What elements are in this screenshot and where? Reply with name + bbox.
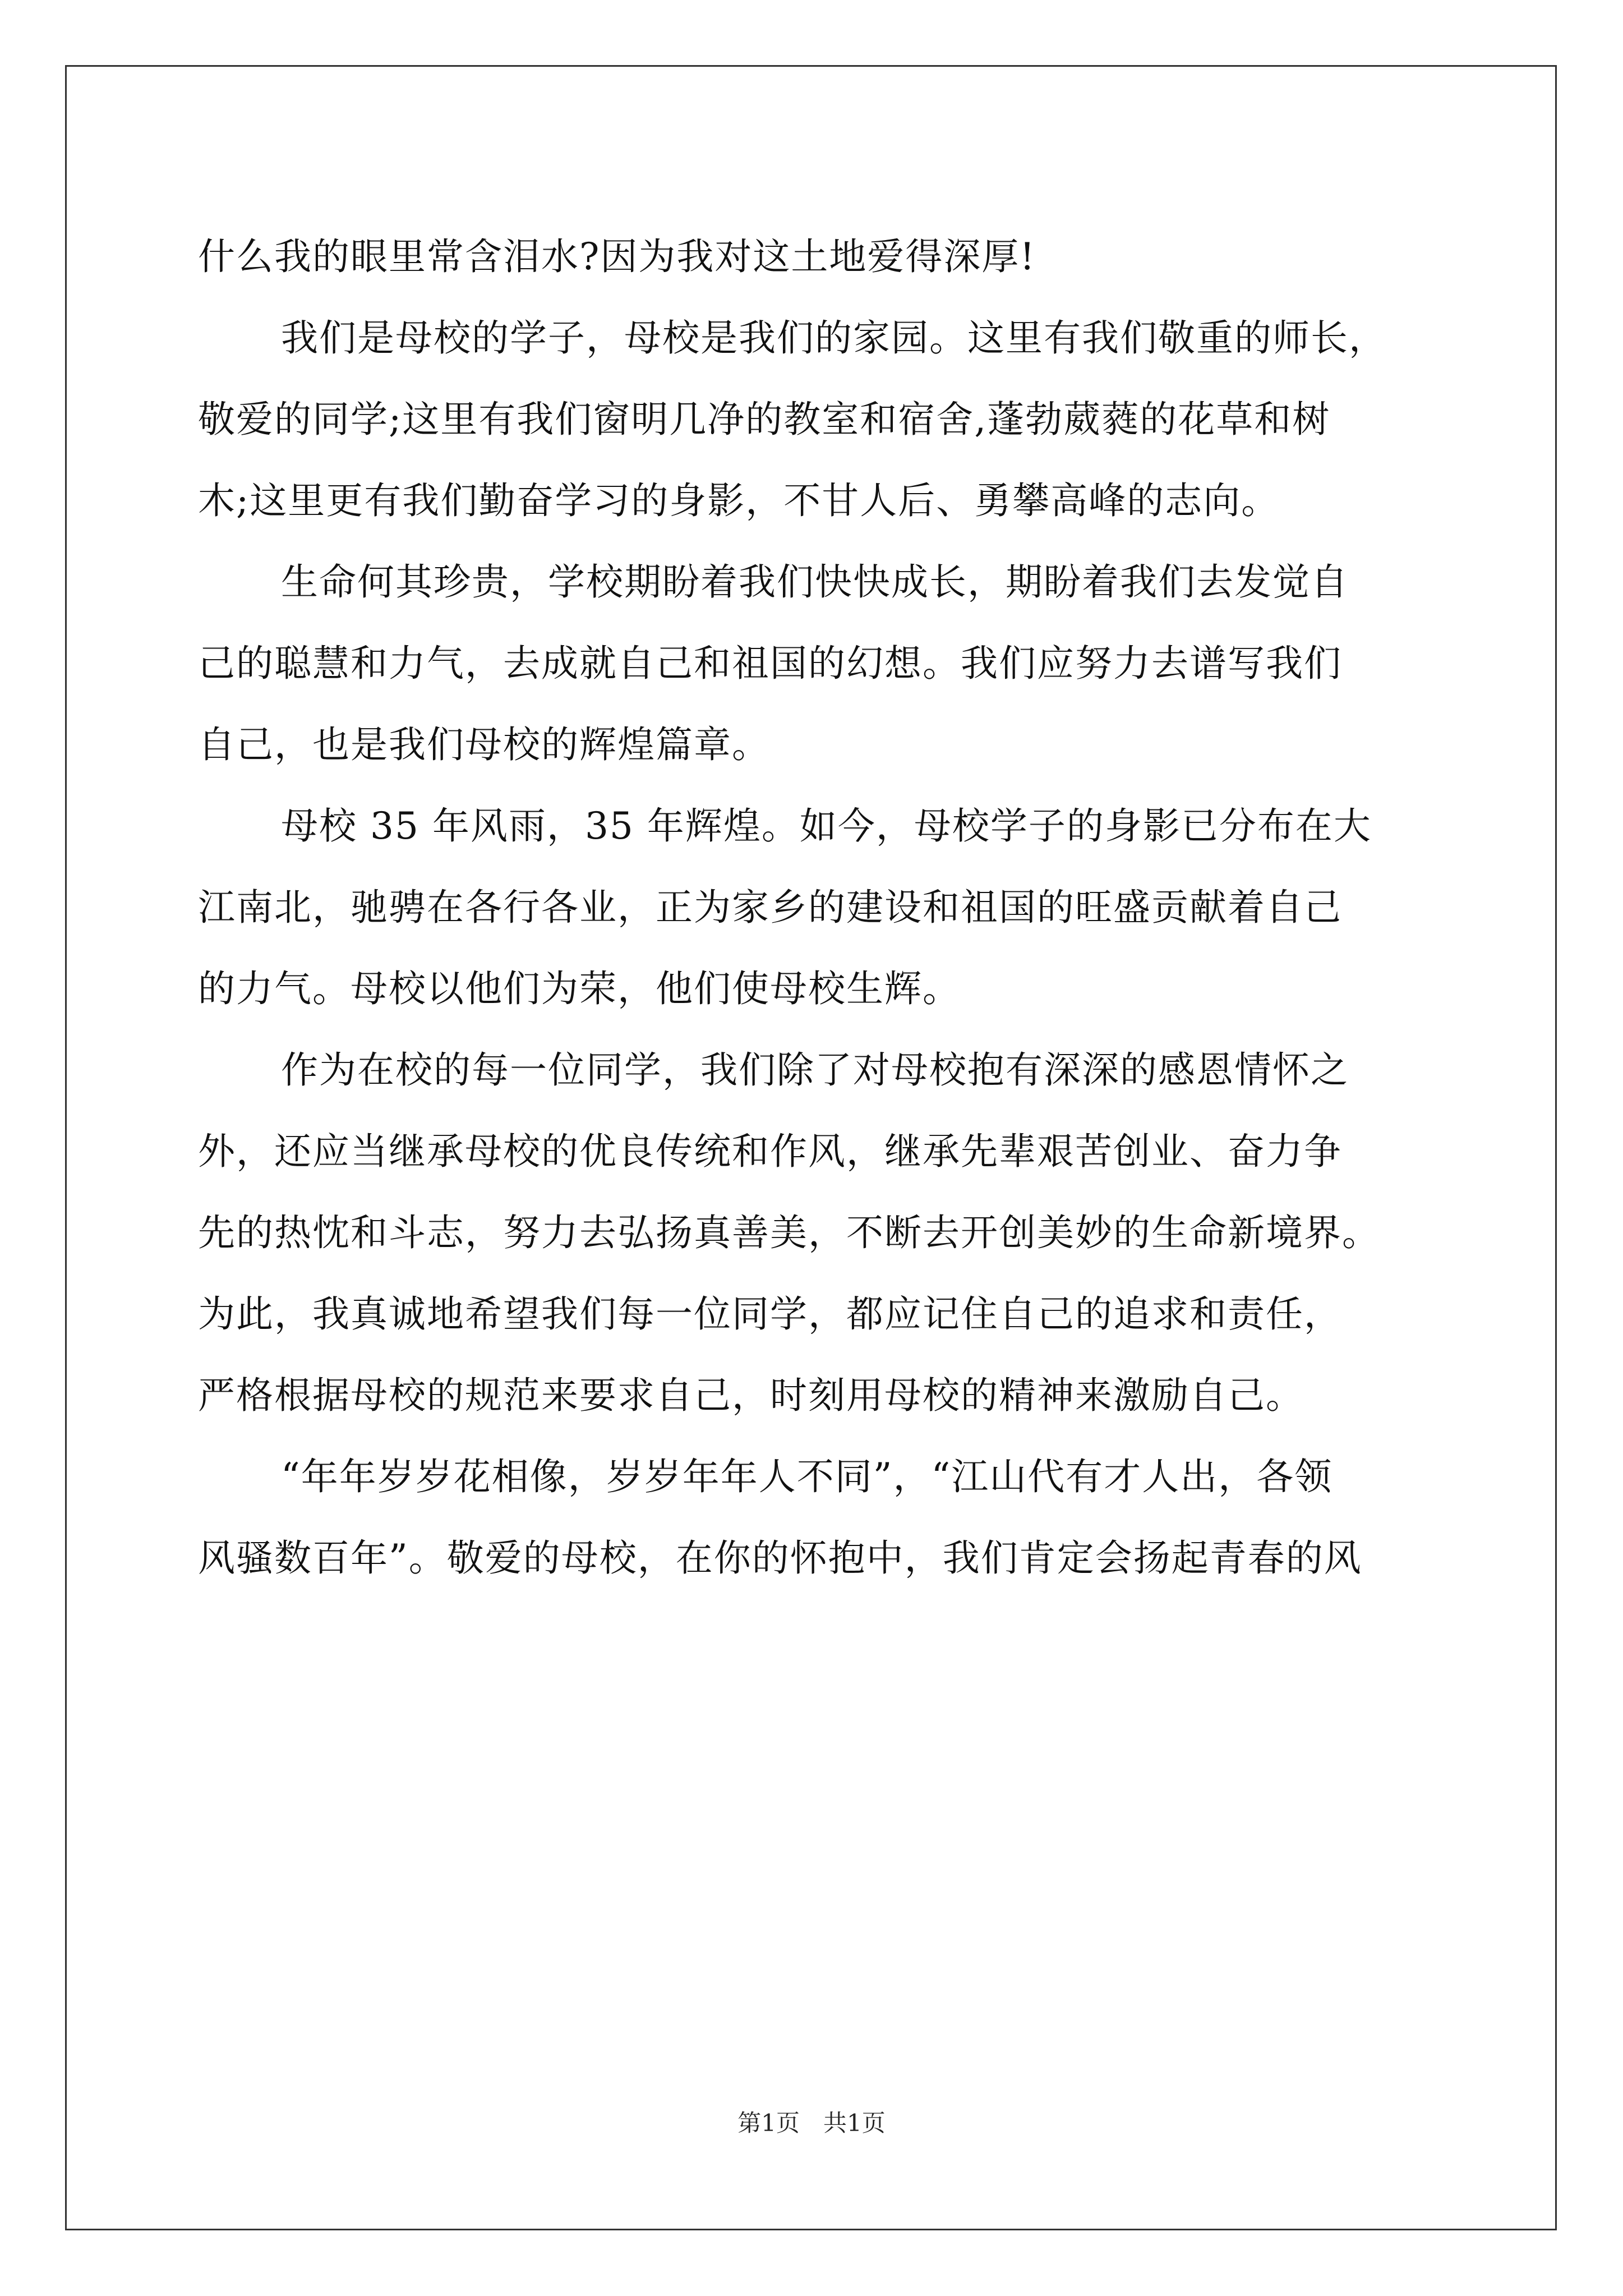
text-line: 木;这里更有我们勤奋学习的身影，不甘人后、勇攀高峰的志向。: [198, 479, 1280, 522]
text-line: 严格根据母校的规范来要求自己，时刻用母校的精神来激励自己。: [198, 1374, 1304, 1417]
text-line: 母校 35 年风雨，35 年辉煌。如今，母校学子的身影已分布在大: [281, 804, 1372, 848]
paragraph-4: [198, 785, 1426, 1029]
text-line: 己的聪慧和力气，去成就自己和祖国的幻想。我们应努力去谱写我们: [198, 642, 1342, 685]
document-body: [198, 216, 1426, 1599]
text-line: 自己，也是我们母校的辉煌篇章。: [198, 723, 770, 766]
text-line: 为此，我真诚地希望我们每一位同学，都应记住自己的追求和责任，: [198, 1292, 1342, 1336]
paragraph-6: [198, 1436, 1426, 1599]
text-line: 我们是母校的学子，母校是我们的家园。这里有我们敬重的师长，: [281, 316, 1387, 360]
text-line: 风骚数百年”。敬爱的母校，在你的怀抱中，我们肯定会扬起青春的风: [198, 1536, 1362, 1580]
text-line: 先的热忱和斗志，努力去弘扬真善美，不断去开创美妙的生命新境界。: [198, 1211, 1380, 1254]
text-line: 的力气。母校以他们为荣，他们使母校生辉。: [198, 967, 961, 1010]
paragraph-2: [198, 297, 1426, 541]
text-line: “年年岁岁花相像，岁岁年年人不同”，“江山代有才人出，各领: [281, 1455, 1333, 1498]
text-line: 什么我的眼里常含泪水?因为我对这土地爱得深厚!: [198, 235, 1036, 278]
paragraph-5: [198, 1029, 1426, 1436]
text-line: 江南北，驰骋在各行各业，正为家乡的建设和祖国的旺盛贡献着自己: [198, 886, 1342, 929]
text-line: 敬爱的同学;这里有我们窗明几净的教室和宿舍,蓬勃葳蕤的花草和树: [198, 398, 1331, 441]
text-line: 作为在校的每一位同学，我们除了对母校抱有深深的感恩情怀之: [281, 1048, 1349, 1092]
paragraph-1: [198, 216, 1426, 297]
text-line: 生命何其珍贵，学校期盼着我们快快成长，期盼着我们去发觉自: [281, 560, 1349, 604]
paragraph-3: [198, 541, 1426, 785]
text-line: 外，还应当继承母校的优良传统和作风，继承先辈艰苦创业、奋力争: [198, 1130, 1342, 1173]
page-footer: 第1页 共1页: [737, 2109, 886, 2137]
